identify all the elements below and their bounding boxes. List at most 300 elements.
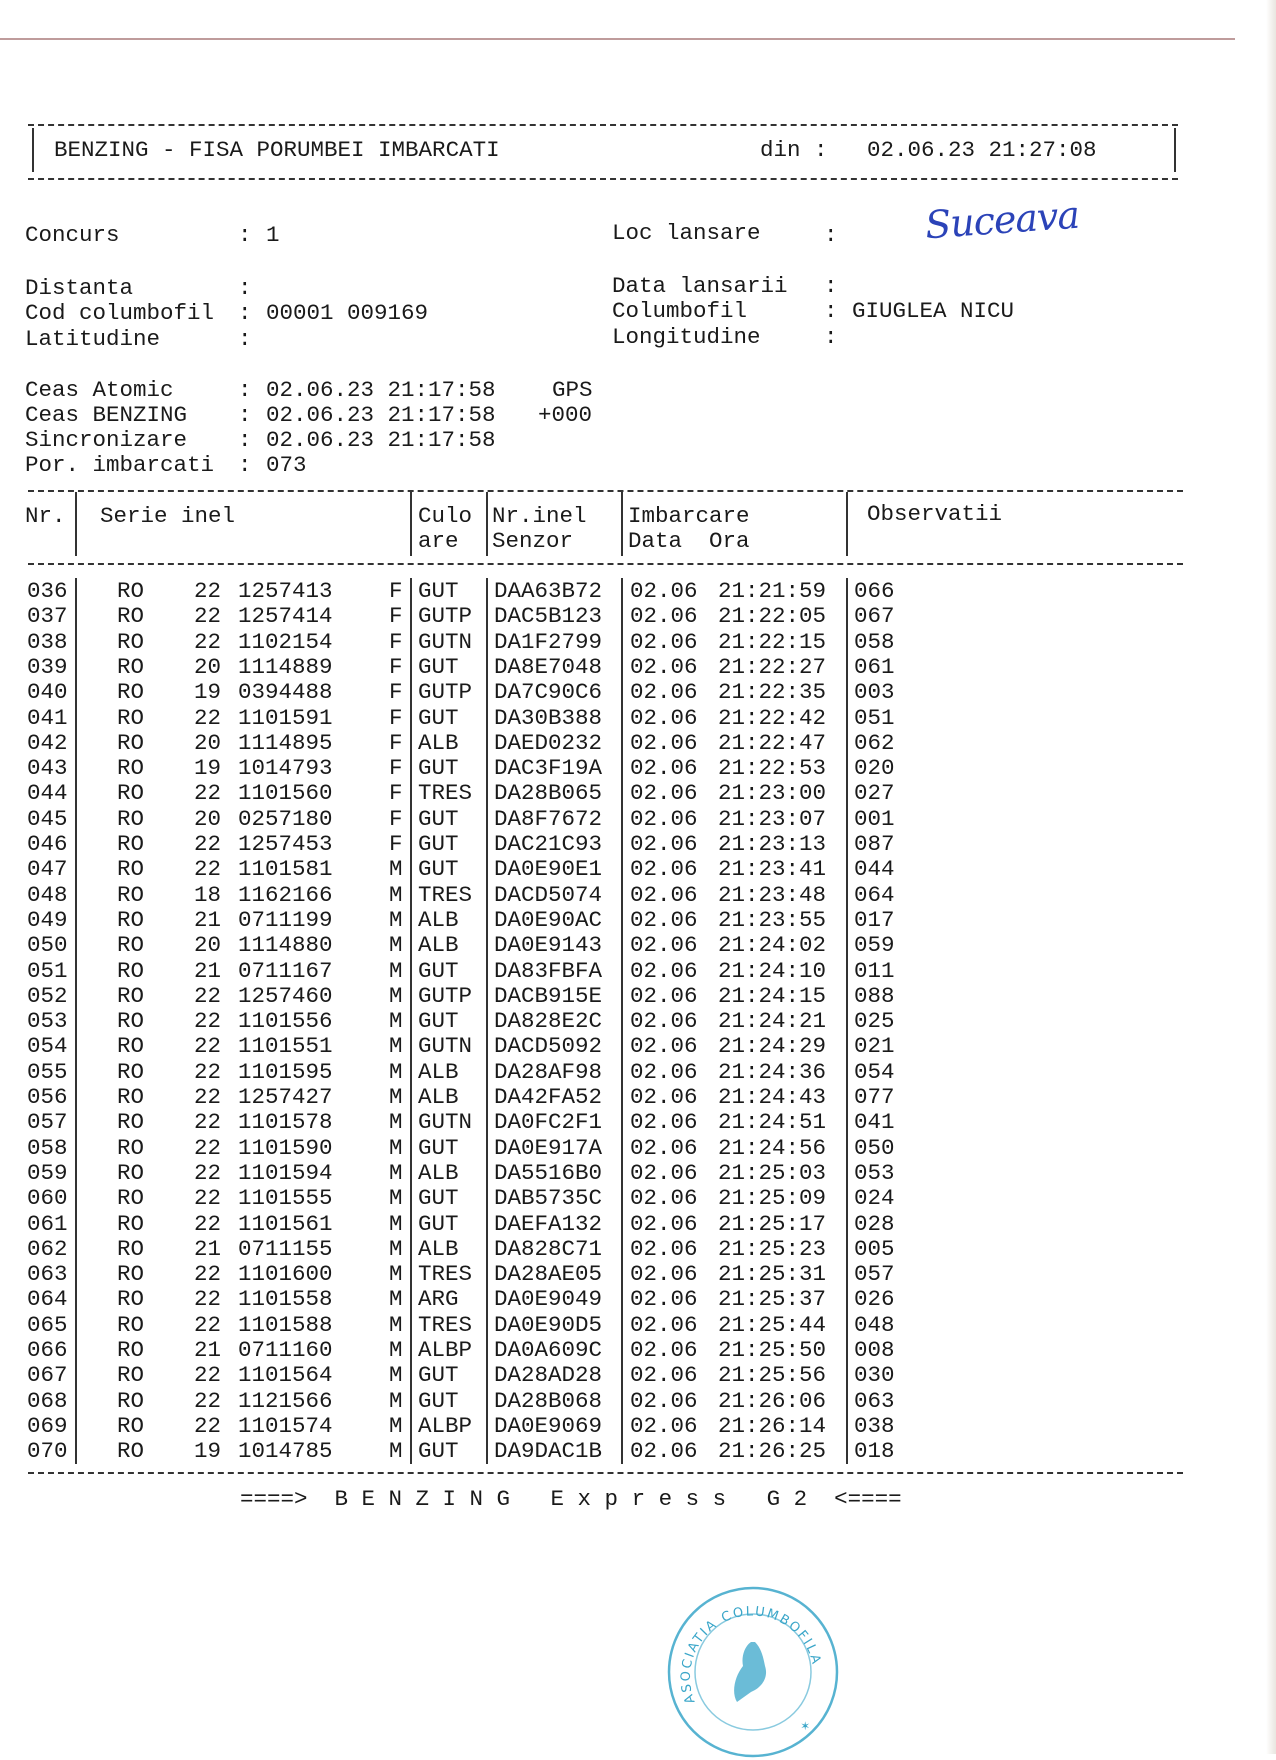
cell-time: 21:22:42: [718, 704, 827, 731]
cell-ring: 1257413: [238, 578, 333, 604]
cell-sensor: DA1F2799: [494, 628, 603, 655]
table-row: [0, 1236, 1200, 1261]
cell-date: 02.06: [630, 982, 698, 1009]
table-row: [0, 1160, 1200, 1185]
col-header-culoare-1: Culo: [418, 503, 473, 529]
col-header-nr: Nr.: [25, 503, 66, 529]
cell-ring: 1101574: [238, 1412, 333, 1439]
cell-color: GUT: [418, 1387, 459, 1414]
cell-date: 02.06: [630, 1412, 698, 1439]
cell-obs: 061: [854, 653, 895, 680]
sincronizare-label: Sincronizare: [25, 427, 188, 453]
cell-year: 22: [194, 1311, 222, 1338]
cell-nr: 042: [27, 729, 68, 756]
cell-country: RO: [117, 1337, 145, 1363]
cell-time: 21:26:25: [718, 1438, 827, 1465]
cell-obs: 038: [854, 1412, 895, 1439]
cell-ring: 1101561: [238, 1210, 333, 1237]
table-row: [0, 1413, 1200, 1438]
cell-sex: M: [389, 1286, 403, 1313]
col-sep-header-3: [486, 492, 488, 556]
cell-time: 21:24:21: [718, 1008, 827, 1035]
top-edge-rule: [0, 38, 1235, 40]
loc-lansare-label: Loc lansare: [612, 220, 761, 246]
cell-obs: 041: [854, 1109, 895, 1136]
cell-year: 22: [194, 1084, 222, 1110]
cell-color: TRES: [418, 881, 473, 908]
cell-nr: 058: [27, 1134, 68, 1161]
table-row: [0, 780, 1200, 805]
cell-date: 02.06: [630, 628, 698, 655]
cell-color: GUT: [418, 1210, 459, 1237]
cell-country: RO: [117, 578, 145, 604]
cell-sensor: DA0FC2F1: [494, 1109, 603, 1136]
cell-sex: M: [389, 856, 403, 883]
cell-ring: 1014785: [238, 1438, 333, 1465]
cell-sensor: DA28AE05: [494, 1261, 603, 1288]
cell-country: RO: [117, 881, 145, 908]
cell-color: ALBP: [418, 1337, 473, 1363]
cell-time: 21:25:50: [718, 1337, 827, 1363]
cell-sensor: DAC5B123: [494, 603, 603, 630]
cell-time: 21:23:13: [718, 831, 827, 857]
cell-year: 22: [194, 1412, 222, 1439]
cell-sex: F: [389, 653, 403, 680]
table-top-border: [28, 490, 1183, 492]
cell-ring: 1257414: [238, 603, 333, 630]
cell-nr: 061: [27, 1210, 68, 1237]
cell-date: 02.06: [630, 805, 698, 832]
loc-lansare-signature: Suceava: [923, 192, 1081, 248]
cell-obs: 057: [854, 1261, 895, 1288]
cell-date: 02.06: [630, 1058, 698, 1085]
cell-time: 21:25:37: [718, 1286, 827, 1313]
cell-sex: M: [389, 1362, 403, 1389]
columbofil-value: GIUGLEA NICU: [852, 298, 1015, 324]
cell-color: ALB: [418, 1058, 459, 1085]
cell-year: 21: [194, 957, 222, 984]
columbofil-label: Columbofil: [612, 298, 748, 324]
cell-ring: 1101578: [238, 1109, 333, 1136]
cell-year: 22: [194, 628, 222, 655]
colon: :: [238, 452, 252, 478]
cell-year: 22: [194, 1387, 222, 1414]
cell-sex: M: [389, 957, 403, 984]
cell-time: 21:24:10: [718, 957, 827, 984]
cell-sensor: DAA63B72: [494, 578, 603, 604]
cell-color: GUTP: [418, 679, 473, 706]
cell-date: 02.06: [630, 1033, 698, 1060]
cell-color: GUTN: [418, 628, 473, 655]
cell-country: RO: [117, 1109, 145, 1136]
cell-date: 02.06: [630, 578, 698, 604]
cell-sensor: DA42FA52: [494, 1084, 603, 1110]
cell-color: GUT: [418, 957, 459, 984]
cell-country: RO: [117, 1235, 145, 1262]
cell-color: GUT: [418, 704, 459, 731]
col-header-nr-inel-2: Senzor: [492, 528, 574, 554]
cell-nr: 051: [27, 957, 68, 984]
colon: :: [824, 324, 838, 350]
cell-sensor: DA0E917A: [494, 1134, 603, 1161]
cell-time: 21:24:56: [718, 1134, 827, 1161]
cell-obs: 024: [854, 1185, 895, 1212]
table-row: [0, 1438, 1200, 1463]
table-row: [0, 1388, 1200, 1413]
cell-ring: 1014793: [238, 755, 333, 782]
cell-country: RO: [117, 1362, 145, 1389]
cell-obs: 062: [854, 729, 895, 756]
table-row: [0, 705, 1200, 730]
cell-country: RO: [117, 1412, 145, 1439]
cell-sensor: DA9DAC1B: [494, 1438, 603, 1465]
cell-color: GUT: [418, 1008, 459, 1035]
cell-sex: M: [389, 1261, 403, 1288]
cell-country: RO: [117, 755, 145, 782]
table-row: [0, 1033, 1200, 1058]
cell-nr: 055: [27, 1058, 68, 1085]
cell-ring: 1257460: [238, 982, 333, 1009]
cell-time: 21:24:36: [718, 1058, 827, 1085]
cell-sensor: DA8F7672: [494, 805, 603, 832]
cell-color: GUTN: [418, 1033, 473, 1060]
table-row: [0, 806, 1200, 831]
cell-sex: F: [389, 831, 403, 857]
cell-obs: 077: [854, 1084, 895, 1110]
cell-year: 21: [194, 906, 222, 933]
cell-year: 22: [194, 578, 222, 604]
association-stamp: [665, 1584, 841, 1760]
cell-obs: 030: [854, 1362, 895, 1389]
cell-country: RO: [117, 856, 145, 883]
cell-sex: M: [389, 1159, 403, 1186]
por-imbarcati-value: 073: [266, 452, 307, 478]
cell-ring: 1101564: [238, 1362, 333, 1389]
cell-color: ALB: [418, 932, 459, 959]
cell-color: GUT: [418, 578, 459, 604]
cell-nr: 070: [27, 1438, 68, 1465]
table-header-border: [28, 563, 1183, 565]
table-row: [0, 1362, 1200, 1387]
stamp-text: ASOCIATIA COLUMBOFILA: [678, 1604, 824, 1706]
cell-obs: 044: [854, 856, 895, 883]
table-row: [0, 1008, 1200, 1033]
table-row: [0, 755, 1200, 780]
ceas-atomic-value: 02.06.23 21:17:58: [266, 377, 496, 403]
footer-banner: ====> B E N Z I N G E x p r e s s G 2 <====: [240, 1486, 902, 1512]
cell-date: 02.06: [630, 881, 698, 908]
cell-year: 22: [194, 1058, 222, 1085]
cell-date: 02.06: [630, 932, 698, 959]
cell-date: 02.06: [630, 729, 698, 756]
cell-nr: 049: [27, 906, 68, 933]
cell-ring: 0711167: [238, 957, 333, 984]
cell-nr: 060: [27, 1185, 68, 1212]
cell-sensor: DAB5735C: [494, 1185, 603, 1212]
cell-date: 02.06: [630, 1387, 698, 1414]
cell-nr: 044: [27, 780, 68, 807]
cell-obs: 050: [854, 1134, 895, 1161]
cell-date: 02.06: [630, 1362, 698, 1389]
cell-obs: 017: [854, 906, 895, 933]
cell-nr: 050: [27, 932, 68, 959]
cell-year: 22: [194, 831, 222, 857]
cell-color: GUT: [418, 1134, 459, 1161]
cell-obs: 018: [854, 1438, 895, 1465]
header-box-top-border: [28, 124, 1178, 126]
cell-year: 22: [194, 1210, 222, 1237]
cell-country: RO: [117, 1134, 145, 1161]
cell-obs: 063: [854, 1387, 895, 1414]
table-row: [0, 1312, 1200, 1337]
colon: :: [238, 377, 252, 403]
cell-ring: 0257180: [238, 805, 333, 832]
colon: :: [824, 222, 838, 248]
cell-year: 19: [194, 755, 222, 782]
cell-color: ALB: [418, 1084, 459, 1110]
cell-country: RO: [117, 729, 145, 756]
cell-ring: 1257427: [238, 1084, 333, 1110]
longitudine-label: Longitudine: [612, 324, 761, 350]
pigeon-icon: [734, 1642, 766, 1702]
col-header-imbarcare-1: Imbarcare: [628, 503, 750, 529]
table-row: [0, 603, 1200, 628]
cell-year: 22: [194, 603, 222, 630]
cell-obs: 053: [854, 1159, 895, 1186]
cell-year: 22: [194, 780, 222, 807]
cell-sensor: DAC21C93: [494, 831, 603, 857]
cell-time: 21:24:43: [718, 1084, 827, 1110]
cell-nr: 043: [27, 755, 68, 782]
cell-nr: 048: [27, 881, 68, 908]
cell-ring: 1101594: [238, 1159, 333, 1186]
cell-date: 02.06: [630, 1185, 698, 1212]
col-sep-header-5: [846, 492, 848, 556]
cell-sex: M: [389, 881, 403, 908]
col-sep-header-2: [410, 492, 412, 556]
cell-sensor: DAC3F19A: [494, 755, 603, 782]
cell-sex: M: [389, 1210, 403, 1237]
cell-country: RO: [117, 653, 145, 680]
cell-date: 02.06: [630, 1134, 698, 1161]
cell-date: 02.06: [630, 906, 698, 933]
cell-nr: 047: [27, 856, 68, 883]
cell-year: 18: [194, 881, 222, 908]
cell-color: ALB: [418, 1235, 459, 1262]
cell-sex: M: [389, 932, 403, 959]
cell-color: ARG: [418, 1286, 459, 1313]
cell-sensor: DA83FBFA: [494, 957, 603, 984]
cell-color: GUTP: [418, 603, 473, 630]
cell-obs: 026: [854, 1286, 895, 1313]
cell-color: TRES: [418, 1261, 473, 1288]
cell-sensor: DA0E9143: [494, 932, 603, 959]
cell-obs: 011: [854, 957, 895, 984]
cell-sensor: DA828C71: [494, 1235, 603, 1262]
cell-year: 22: [194, 856, 222, 883]
cell-color: ALB: [418, 729, 459, 756]
colon: :: [238, 402, 252, 428]
table-row: [0, 882, 1200, 907]
cell-sex: F: [389, 603, 403, 630]
table-row: [0, 1109, 1200, 1134]
cell-nr: 045: [27, 805, 68, 832]
cell-sex: M: [389, 1058, 403, 1085]
table-row: [0, 1135, 1200, 1160]
cell-time: 21:25:03: [718, 1159, 827, 1186]
ceas-atomic-suffix: GPS: [552, 377, 593, 403]
cell-ring: 0711160: [238, 1337, 333, 1363]
cell-year: 19: [194, 1438, 222, 1465]
cell-nr: 062: [27, 1235, 68, 1262]
table-row: [0, 932, 1200, 957]
cell-obs: 020: [854, 755, 895, 782]
cell-obs: 003: [854, 679, 895, 706]
cell-sex: F: [389, 679, 403, 706]
cell-ring: 1102154: [238, 628, 333, 655]
cell-date: 02.06: [630, 755, 698, 782]
cell-time: 21:22:35: [718, 679, 827, 706]
cell-ring: 1101556: [238, 1008, 333, 1035]
page-title: BENZING - FISA PORUMBEI IMBARCATI: [54, 137, 500, 163]
sincronizare-value: 02.06.23 21:17:58: [266, 427, 496, 453]
cell-ring: 1101558: [238, 1286, 333, 1313]
cell-color: GUT: [418, 856, 459, 883]
cell-nr: 056: [27, 1084, 68, 1110]
cell-ring: 1101560: [238, 780, 333, 807]
cell-year: 22: [194, 1008, 222, 1035]
cell-date: 02.06: [630, 831, 698, 857]
cell-nr: 063: [27, 1261, 68, 1288]
cell-date: 02.06: [630, 1311, 698, 1338]
cell-obs: 087: [854, 831, 895, 857]
cell-sensor: DA7C90C6: [494, 679, 603, 706]
colon: :: [238, 427, 252, 453]
cell-ring: 1101551: [238, 1033, 333, 1060]
cell-year: 22: [194, 1362, 222, 1389]
cell-sensor: DA5516B0: [494, 1159, 603, 1186]
cell-sex: F: [389, 755, 403, 782]
col-header-serie-inel: Serie inel: [100, 503, 236, 529]
cell-color: GUTP: [418, 982, 473, 1009]
cell-country: RO: [117, 1084, 145, 1110]
cell-sensor: DA0E9069: [494, 1412, 603, 1439]
cell-year: 22: [194, 1185, 222, 1212]
cell-color: ALBP: [418, 1412, 473, 1439]
cell-obs: 001: [854, 805, 895, 832]
cell-ring: 0711155: [238, 1235, 333, 1262]
cell-nr: 066: [27, 1337, 68, 1363]
cell-sex: F: [389, 780, 403, 807]
cell-country: RO: [117, 704, 145, 731]
cell-sensor: DA28AD28: [494, 1362, 603, 1389]
cell-sensor: DA8E7048: [494, 653, 603, 680]
cell-nr: 059: [27, 1159, 68, 1186]
cell-year: 22: [194, 1261, 222, 1288]
table-row: [0, 629, 1200, 654]
cell-sex: M: [389, 1438, 403, 1465]
distanta-label: Distanta: [25, 275, 134, 301]
cell-sensor: DACD5074: [494, 881, 603, 908]
cell-ring: 1162166: [238, 881, 333, 908]
table-row: [0, 856, 1200, 881]
cell-time: 21:26:06: [718, 1387, 827, 1414]
cell-nr: 057: [27, 1109, 68, 1136]
cell-date: 02.06: [630, 1286, 698, 1313]
cell-date: 02.06: [630, 1261, 698, 1288]
cell-ring: 1257453: [238, 831, 333, 857]
cell-time: 21:23:07: [718, 805, 827, 832]
table-row: [0, 1211, 1200, 1236]
table-row: [0, 679, 1200, 704]
cell-nr: 054: [27, 1033, 68, 1060]
cell-year: 20: [194, 729, 222, 756]
cell-date: 02.06: [630, 1109, 698, 1136]
cell-country: RO: [117, 1033, 145, 1060]
cod-columbofil-label: Cod columbofil: [25, 300, 215, 326]
cell-nr: 046: [27, 831, 68, 857]
cell-country: RO: [117, 679, 145, 706]
cell-sex: M: [389, 906, 403, 933]
cell-nr: 067: [27, 1362, 68, 1389]
cell-sex: F: [389, 628, 403, 655]
cell-country: RO: [117, 1261, 145, 1288]
cell-ring: 1114895: [238, 729, 333, 756]
cell-country: RO: [117, 1058, 145, 1085]
cell-country: RO: [117, 1008, 145, 1035]
cell-color: TRES: [418, 780, 473, 807]
cell-nr: 069: [27, 1412, 68, 1439]
ceas-benzing-suffix: +000: [538, 402, 593, 428]
cell-color: GUT: [418, 755, 459, 782]
cell-ring: 1101555: [238, 1185, 333, 1212]
cell-sex: M: [389, 1311, 403, 1338]
cell-date: 02.06: [630, 653, 698, 680]
header-box-left-border: [32, 128, 34, 172]
table-row: [0, 983, 1200, 1008]
cell-time: 21:25:31: [718, 1261, 827, 1288]
cell-date: 02.06: [630, 679, 698, 706]
cell-year: 22: [194, 1286, 222, 1313]
cell-obs: 048: [854, 1311, 895, 1338]
cell-obs: 051: [854, 704, 895, 731]
data-lansarii-label: Data lansarii: [612, 273, 788, 299]
table-row: [0, 654, 1200, 679]
cell-time: 21:23:00: [718, 780, 827, 807]
cell-year: 20: [194, 653, 222, 680]
cell-date: 02.06: [630, 1159, 698, 1186]
cell-date: 02.06: [630, 1438, 698, 1465]
colon: :: [238, 222, 252, 248]
cell-sensor: DA28B068: [494, 1387, 603, 1414]
cell-ring: 1101590: [238, 1134, 333, 1161]
colon: :: [238, 326, 252, 352]
cell-sex: M: [389, 1084, 403, 1110]
cell-sensor: DA30B388: [494, 704, 603, 731]
cell-year: 19: [194, 679, 222, 706]
cell-color: GUT: [418, 805, 459, 832]
cell-country: RO: [117, 1185, 145, 1212]
cell-sensor: DA28B065: [494, 780, 603, 807]
cell-time: 21:22:05: [718, 603, 827, 630]
cell-sex: M: [389, 1185, 403, 1212]
cell-color: GUT: [418, 1185, 459, 1212]
cell-nr: 038: [27, 628, 68, 655]
cell-obs: 059: [854, 932, 895, 959]
cell-sex: M: [389, 1412, 403, 1439]
concurs-value: 1: [266, 222, 280, 248]
cell-date: 02.06: [630, 1210, 698, 1237]
